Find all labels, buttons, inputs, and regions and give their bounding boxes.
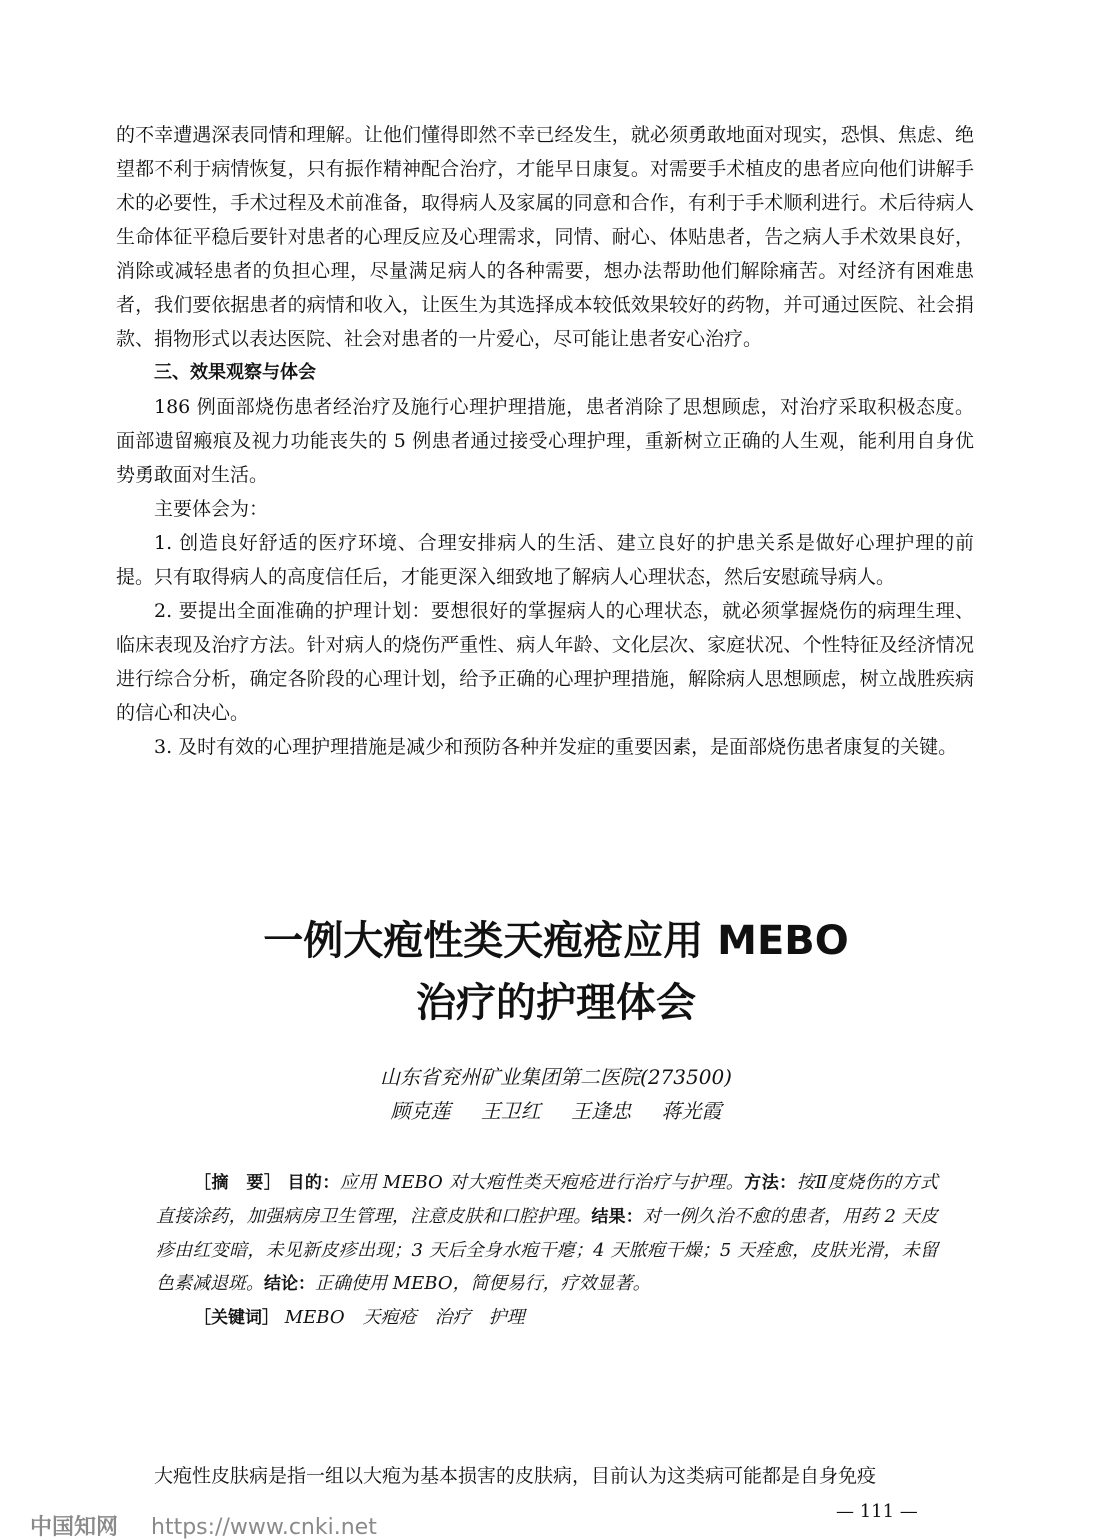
- page-number: — 111 —: [836, 1501, 918, 1522]
- keyword: 天疱疮: [362, 1307, 417, 1328]
- continued-article-body: [116, 118, 974, 764]
- author-name: 蒋光霞: [661, 1099, 722, 1123]
- paragraph-results: 186 例面部烧伤患者经治疗及施行心理护理措施，患者消除了思想顾虑，对治疗采取积极态度。面部遗留瘢痕及视力功能丧失的 5 例患者通过接受心理护理，重新树立正确的人生观，能利用自身优势勇敢面对生活。: [116, 396, 974, 486]
- conclusion-text: 正确使用 MEBO，简便易行，疗效显著。: [315, 1273, 651, 1294]
- method-label: 方法：: [744, 1173, 797, 1193]
- title-line-1: 一例大疱性类天疱疮应用 MEBO: [263, 918, 849, 964]
- author-name: 王逢忠: [571, 1099, 632, 1123]
- author-name: 王卫红: [480, 1099, 541, 1123]
- cnki-logo: 中国知网: [30, 1515, 119, 1540]
- paragraph-point-1: 1. 创造良好舒适的医疗环境、合理安排病人的生活、建立良好的护患关系是做好心理护理的前提。只有取得病人的高度信任后，才能更深入细致地了解病人心理状态，然后安慰疏导病人。: [116, 532, 974, 588]
- paragraph-summary-intro: 主要体会为：: [154, 498, 269, 520]
- result-text: 对一例久治不愈的患者，用药 2 天皮疹由红变暗，未见新皮疹出现；3 天后全身水疱干瘪；4 天脓疱干燥；5 天痊愈，皮肤光滑，未留色素减退斑。: [156, 1206, 939, 1294]
- article-intro-line: 大疱性皮肤病是指一组以大疱为基本损害的皮肤病，目前认为这类病可能都是自身免疫: [154, 1465, 877, 1487]
- article-title: [116, 910, 996, 1034]
- method-text: 按Ⅱ度烧伤的方式直接涂药，加强病房卫生管理，注意皮肤和口腔护理。: [156, 1172, 939, 1227]
- keyword: 护理: [488, 1307, 525, 1328]
- abstract-paragraph: [156, 1166, 938, 1301]
- keywords-label: ［关键词］: [194, 1308, 279, 1328]
- author-name: 顾克莲: [390, 1099, 451, 1123]
- cnki-url[interactable]: https://www.cnki.net: [151, 1515, 377, 1540]
- keyword: 治疗: [434, 1307, 471, 1328]
- title-line-2: 治疗的护理体会: [416, 980, 696, 1026]
- result-label: 结果：: [591, 1207, 643, 1227]
- paragraph-psychological-care: 的不幸遭遇深表同情和理解。让他们懂得即然不幸已经发生，就必须勇敢地面对现实，恐惧、焦虑、绝望都不利于病情恢复，只有振作精神配合治疗，才能早日康复。对需要手术植皮的患者应向他们讲解手术的必要性，手术过程及术前准备，取得病人及家属的同意和合作，有利于手术顺利进行。术后待病人生命体征平稳后要针对患者的心理反应及心理需求，同情、耐心、体贴患者，告之病人手术效果良好，消除或减轻患者的负担心理，尽量满足病人的各种需要，想办法帮助他们解除痛苦。对经济有困难患者，我们要依据患者的病情和收入，让医生为其选择成本较低效果较好的药物，并可通过医院、社会捐款、捐物形式以表达医院、社会对患者的一片爱心，尽可能让患者安心治疗。: [116, 124, 974, 350]
- conclusion-label: 结论：: [264, 1274, 315, 1294]
- paragraph-point-3: 3. 及时有效的心理护理措施是减少和预防各种并发症的重要因素，是面部烧伤患者康复的关键。: [154, 736, 958, 758]
- section-heading-results: 三、效果观察与体会: [154, 362, 316, 383]
- affiliation-block: [116, 1060, 996, 1128]
- paragraph-point-2: 2. 要提出全面准确的护理计划：要想很好的掌握病人的心理状态，就必须掌握烧伤的病理生理、临床表现及治疗方法。针对病人的烧伤严重性、病人年龄、文化层次、家庭状况、个性特征及经济情况进行综合分析，确定各阶段的心理计划，给予正确的心理护理措施，解除病人思想顾虑，树立战胜疾病的信心和决心。: [116, 600, 974, 724]
- cnki-watermark: [30, 1515, 377, 1540]
- purpose-text: 应用 MEBO 对大疱性类天疱疮进行治疗与护理。: [339, 1172, 745, 1193]
- abstract-label: ［摘 要］: [194, 1173, 282, 1193]
- abstract-block: [156, 1166, 938, 1335]
- keywords-line: [156, 1301, 938, 1335]
- author-list: [116, 1094, 996, 1128]
- purpose-label: 目的：: [287, 1173, 340, 1193]
- keyword: MEBO: [284, 1307, 345, 1328]
- affiliation: 山东省兖州矿业集团第二医院(273500): [380, 1065, 732, 1089]
